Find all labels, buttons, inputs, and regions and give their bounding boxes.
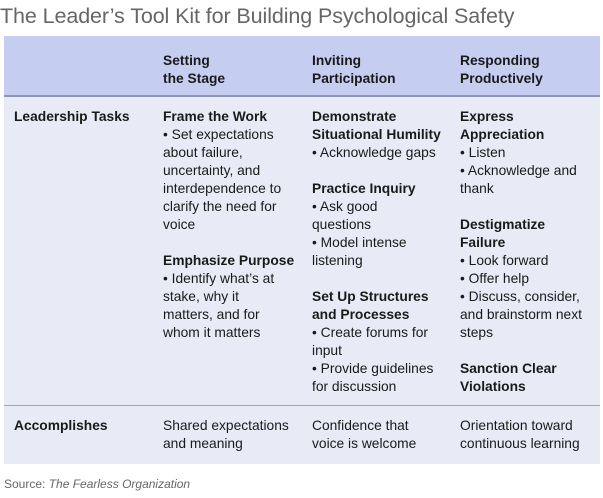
accomplishes-inviting-participation: [312, 417, 416, 453]
task-line: clarify the need for: [163, 199, 277, 214]
tool-kit-table: [4, 36, 600, 464]
leadership-tasks-responding-productively: [460, 108, 600, 396]
task-line: • Acknowledge and: [460, 163, 577, 178]
text-line: Orientation toward: [460, 418, 573, 433]
task-line: • Discuss, consider,: [460, 289, 580, 304]
task-heading: Set Up Structures: [312, 289, 429, 304]
task-line: • Listen: [460, 145, 506, 160]
leadership-tasks-setting-the-stage: [163, 108, 303, 342]
header-divider: [4, 95, 600, 97]
task-block: [460, 216, 600, 342]
task-line: • Create forums for: [312, 325, 429, 340]
task-line: • Identify what’s at: [163, 271, 275, 286]
text-line: continuous learning: [460, 436, 580, 451]
task-line: stake, why it: [163, 289, 239, 304]
column-header-line: Inviting: [312, 53, 362, 68]
task-block: [312, 180, 452, 270]
task-block: [163, 108, 303, 234]
task-heading: Express: [460, 109, 514, 124]
task-line: interdependence to: [163, 181, 282, 196]
task-heading: Situational Humility: [312, 127, 441, 142]
task-heading: Sanction Clear: [460, 361, 557, 376]
row-divider: [4, 405, 600, 406]
task-heading: Demonstrate: [312, 109, 397, 124]
task-heading: Frame the Work: [163, 109, 268, 124]
task-line: • Offer help: [460, 271, 529, 286]
column-header-line: the Stage: [163, 71, 226, 86]
column-header-inviting-participation: [312, 52, 396, 88]
task-line: • Set expectations: [163, 127, 274, 142]
row-label-accomplishes: Accomplishes: [14, 418, 108, 433]
text-line: voice is welcome: [312, 436, 417, 451]
task-line: voice: [163, 217, 196, 232]
task-line: uncertainty, and: [163, 163, 261, 178]
accomplishes-setting-the-stage: [163, 417, 289, 453]
source-note: [4, 477, 190, 491]
column-header-line: Setting: [163, 53, 210, 68]
column-header-line: Participation: [312, 71, 396, 86]
task-line: about failure,: [163, 145, 243, 160]
task-block: [460, 108, 600, 198]
task-block: [163, 252, 303, 342]
task-line: • Model intense: [312, 235, 407, 250]
text-line: and meaning: [163, 436, 243, 451]
task-heading: Emphasize Purpose: [163, 253, 295, 268]
task-line: thank: [460, 181, 494, 196]
task-line: • Ask good: [312, 199, 378, 214]
task-line: for discussion: [312, 379, 397, 394]
column-header-responding-productively: [460, 52, 543, 88]
task-heading: Failure: [460, 235, 506, 250]
source-title: The Fearless Organization: [48, 477, 191, 491]
task-block: [312, 108, 452, 162]
source-prefix: Source:: [4, 477, 49, 491]
task-block: [460, 360, 600, 396]
task-line: • Acknowledge gaps: [312, 145, 436, 160]
page-title: The Leader’s Tool Kit for Building Psychological Safety: [0, 4, 515, 28]
task-line: steps: [460, 325, 493, 340]
task-heading: and Processes: [312, 307, 410, 322]
task-line: questions: [312, 217, 372, 232]
column-header-line: Responding: [460, 53, 540, 68]
task-line: and brainstorm next: [460, 307, 582, 322]
task-heading: Destigmatize: [460, 217, 546, 232]
task-line: matters, and for: [163, 307, 260, 322]
accomplishes-responding-productively: [460, 417, 580, 453]
task-line: input: [312, 343, 342, 358]
column-header-setting-the-stage: [163, 52, 225, 88]
task-line: • Provide guidelines: [312, 361, 434, 376]
text-line: Shared expectations: [163, 418, 289, 433]
task-line: listening: [312, 253, 363, 268]
task-heading: Violations: [460, 379, 526, 394]
row-label-leadership-tasks: Leadership Tasks: [14, 109, 130, 124]
task-heading: Appreciation: [460, 127, 545, 142]
column-header-line: Productively: [460, 71, 543, 86]
leadership-tasks-inviting-participation: [312, 108, 452, 396]
text-line: Confidence that: [312, 418, 409, 433]
task-block: [312, 288, 452, 396]
task-heading: Practice Inquiry: [312, 181, 416, 196]
task-line: • Look forward: [460, 253, 549, 268]
task-line: whom it matters: [163, 325, 261, 340]
